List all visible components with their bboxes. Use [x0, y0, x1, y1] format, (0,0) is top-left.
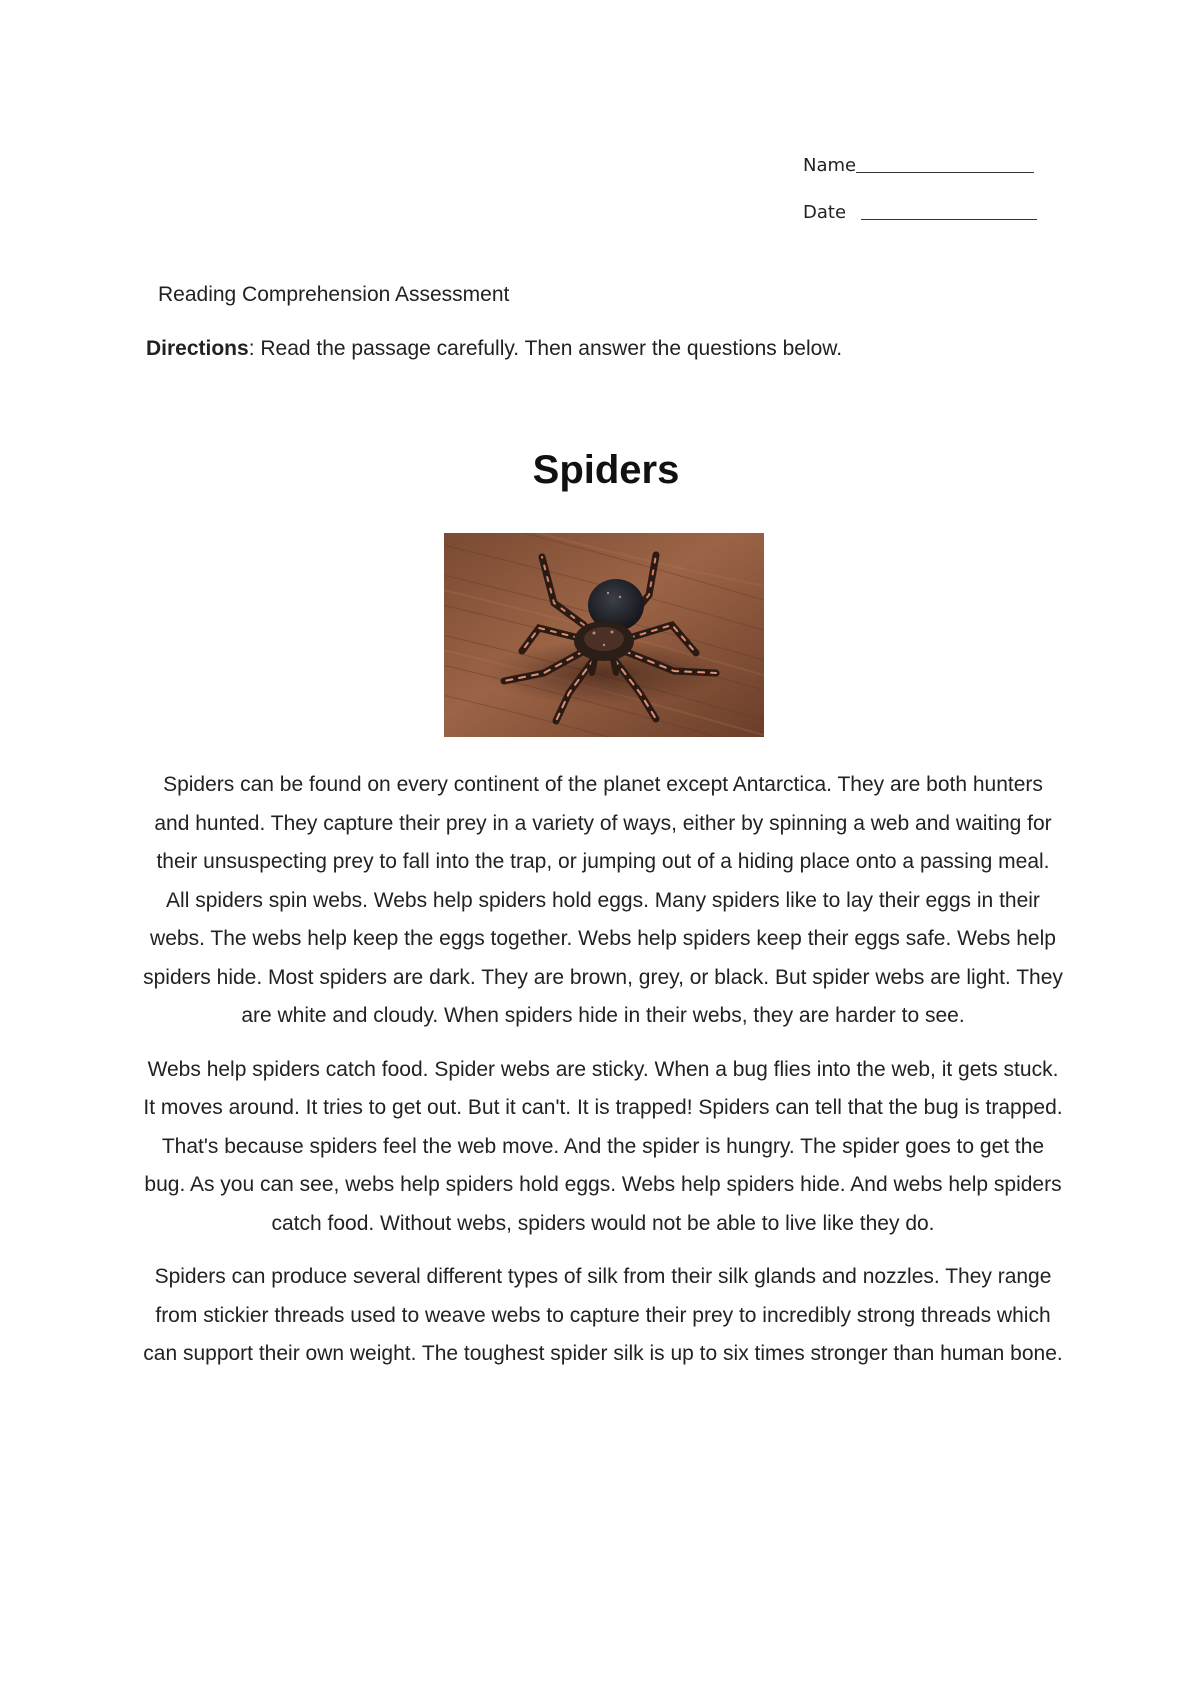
passage-paragraph-3: Spiders can produce several different types of silk from their silk glands and nozzles. They range from stickier threads used to weave webs to capture their prey to incredibly strong threads which can support their own weight. The toughest spider silk is up to six times stronger than human bone. [143, 1265, 1063, 1365]
directions-text: : Read the passage carefully. Then answer the questions below. [248, 337, 843, 360]
passage-paragraph-2: Webs help spiders catch food. Spider webs are sticky. When a bug flies into the web, it gets stuck. It moves around. It tries to get out. But it can't. It is trapped! Spiders can tell that the bug is trapped. That's because spiders feel the web move. And the spider is hungry. The spider goes to get the bug. As you can see, webs help spiders hold eggs. Webs help spiders hide. And webs help spiders catch food. Without webs, spiders would not be able to live like they do. [143, 1057, 1063, 1235]
date-label: Date [803, 202, 847, 223]
student-info-fields [803, 146, 1063, 223]
passage-title: Spiders [532, 448, 680, 492]
assessment-title: Reading Comprehension Assessment [158, 283, 510, 306]
date-blank-line [861, 199, 1037, 220]
date-field-row [803, 193, 1063, 223]
name-blank-line [856, 152, 1034, 173]
name-field-row [803, 146, 1063, 176]
name-label: Name [803, 155, 857, 176]
directions [146, 337, 842, 361]
passage-paragraph-1: Spiders can be found on every continent of the planet except Antarctica. They are both hunters and hunted. They capture their prey in a variety of ways, either by spinning a web and waiting for their unsuspecting prey to fall into the trap, or jumping out of a hiding place onto a passing meal. All spiders spin webs. Webs help spiders hold eggs. Many spiders like to lay their eggs in their webs. The webs help keep the eggs together. Webs help spiders keep their eggs safe. Webs help spiders hide. Most spiders are dark. They are brown, grey, or black. But spider webs are light. They are white and cloudy. When spiders hide in their webs, they are harder to see. [143, 773, 1063, 1027]
directions-label: Directions [146, 337, 249, 360]
tarantula-photo [444, 533, 764, 737]
reading-passage [143, 766, 1063, 1389]
